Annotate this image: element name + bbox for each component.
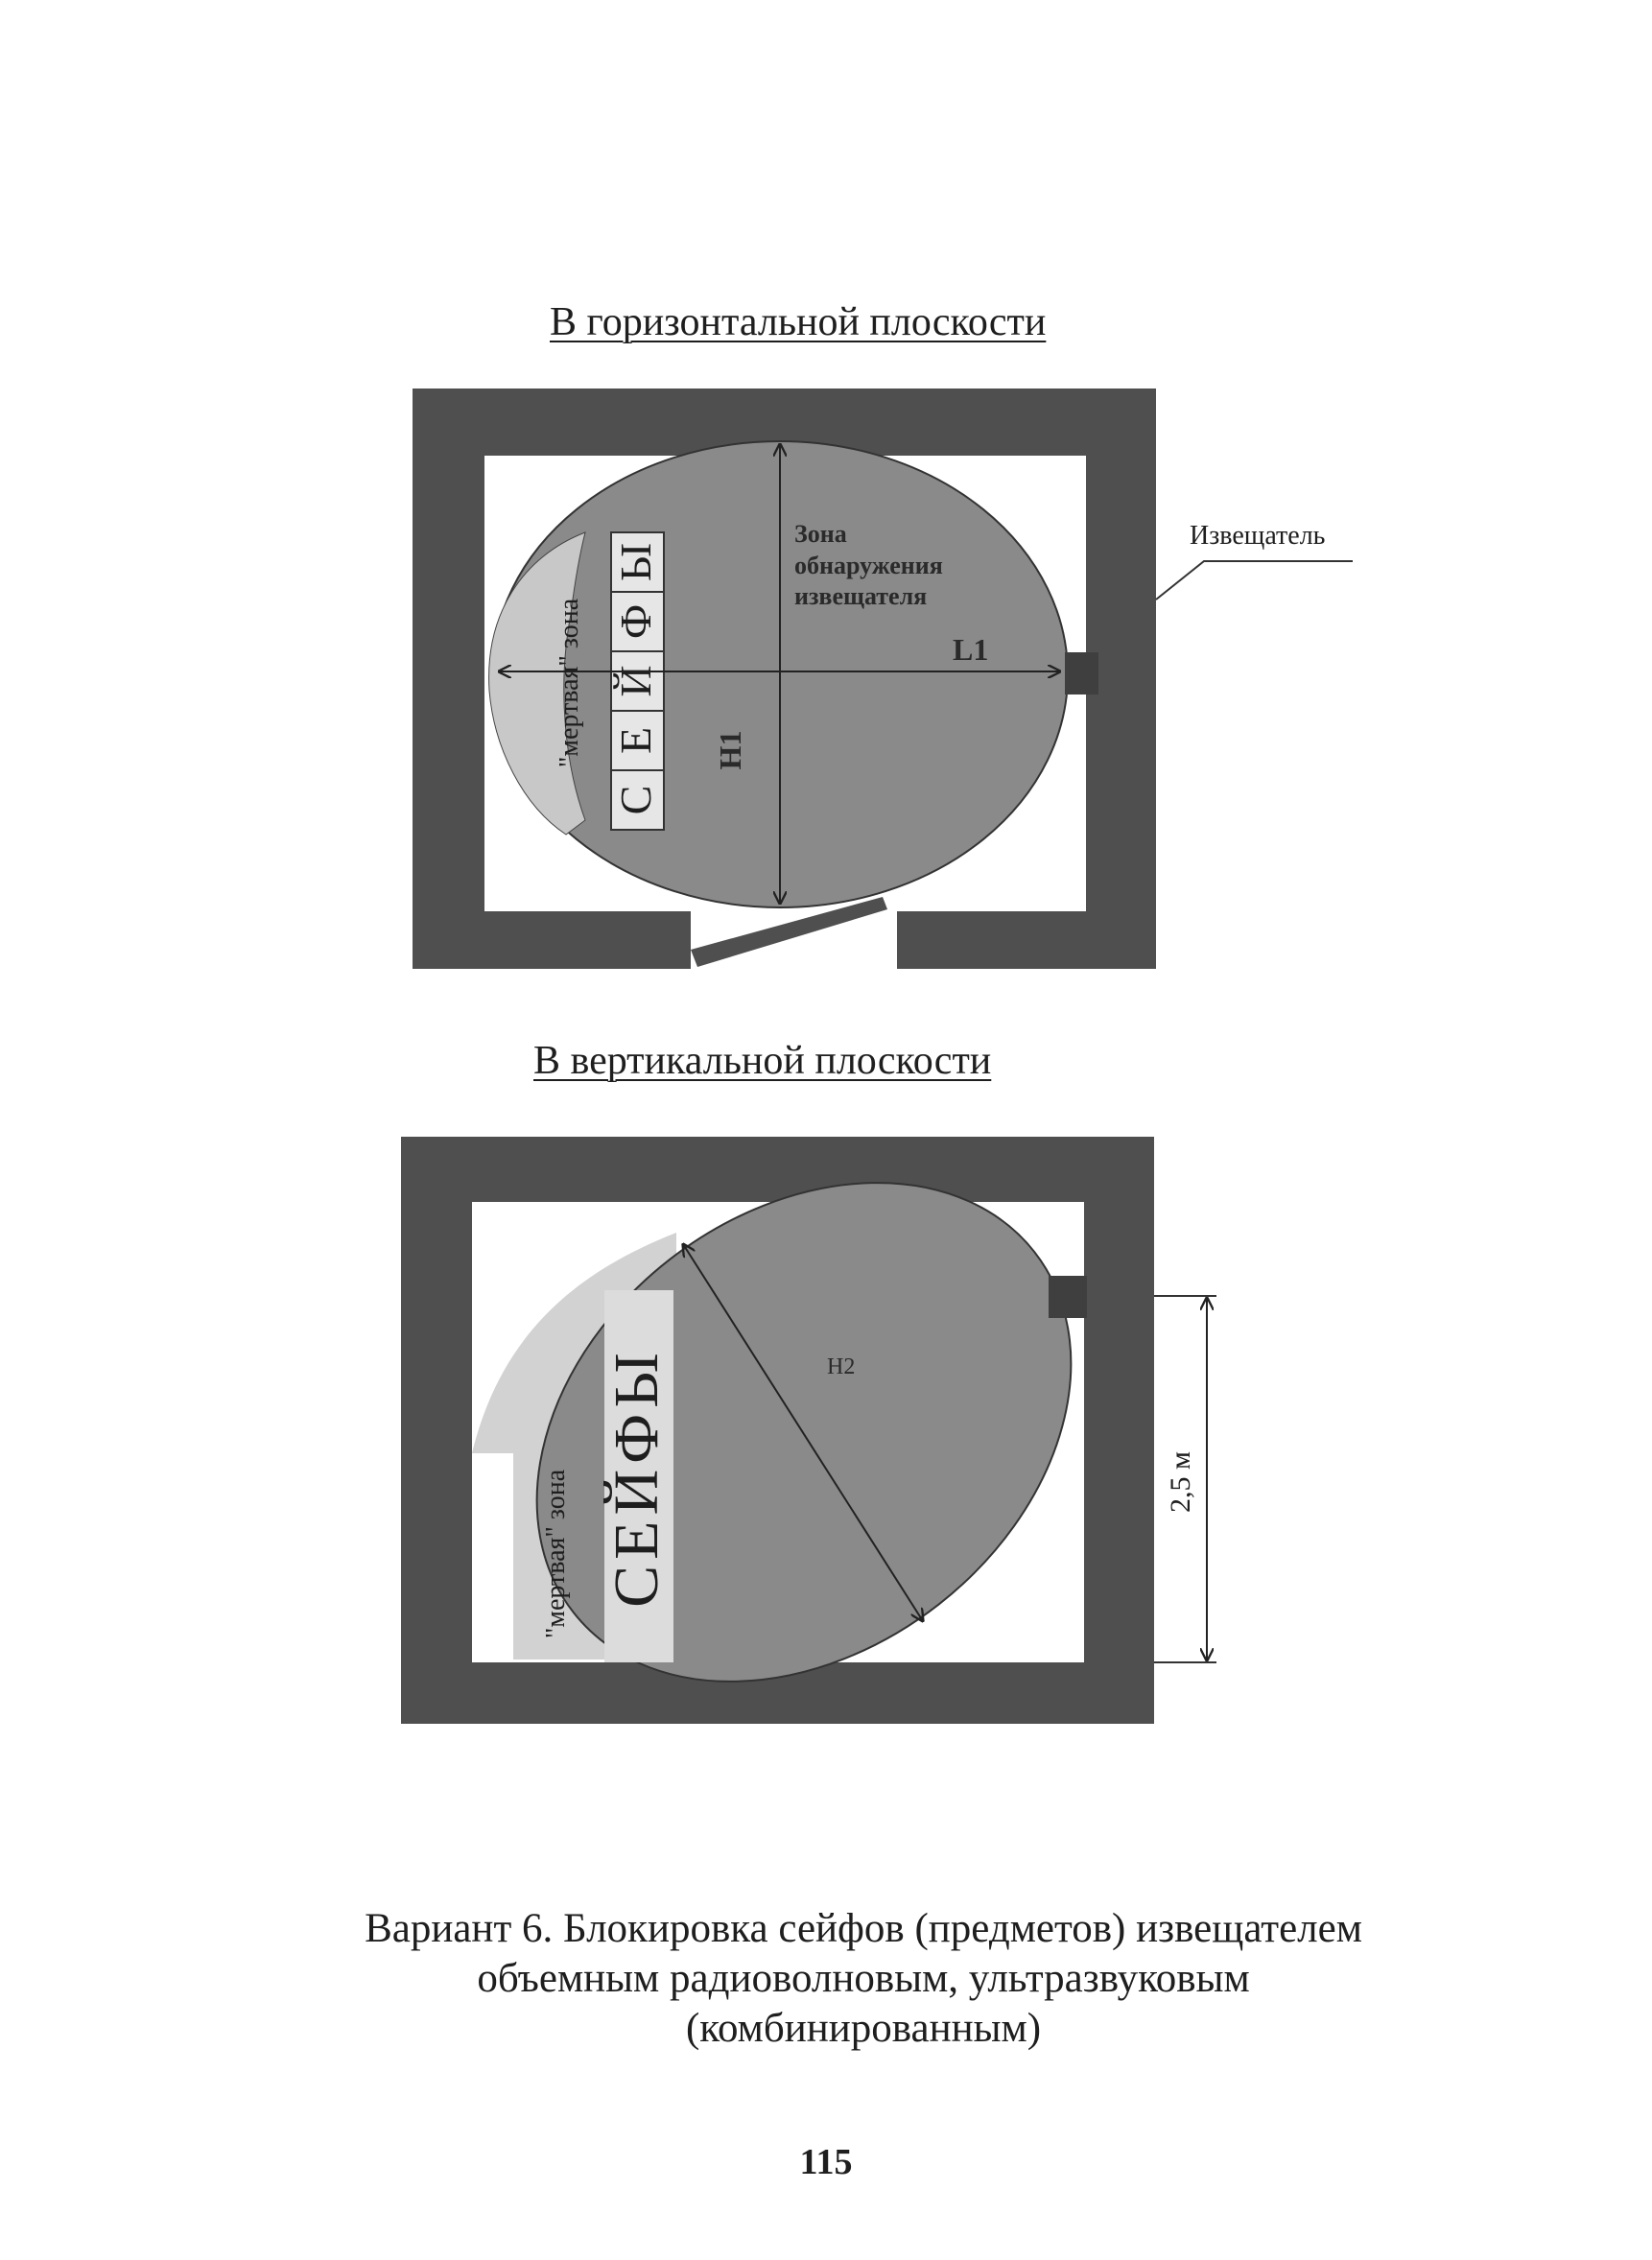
caption-line-1: Вариант 6. Блокировка сейфов (предметов) извещателем (365, 1906, 1362, 1951)
dead-zone-label-bottom: "мертвая" зона (541, 1469, 571, 1639)
figure-caption (326, 1904, 1401, 2054)
safe-letter-4: Ф (611, 603, 660, 640)
height-label: 2,5 м (1165, 1451, 1196, 1513)
caption-line-2: объемным радиоволновым, ультразвуковым (477, 1956, 1250, 2001)
vertical-plane-diagram (401, 1080, 1216, 1785)
page-number: 115 (799, 2142, 853, 2182)
zone-label-line1: Зона (794, 520, 847, 548)
safe-letter-5: Ы (611, 542, 660, 582)
zone-label-line2: обнаружения (794, 552, 943, 579)
safe-letter-3: Й (611, 665, 660, 697)
horizontal-plane-heading: В горизонтальной плоскости (550, 300, 1047, 344)
sensor-top (1065, 652, 1098, 694)
zone-label-line3: извещателя (794, 582, 928, 610)
h1-label: H1 (713, 730, 747, 770)
safes-text: СЕЙФЫ (602, 1347, 672, 1608)
sensor-bottom (1049, 1276, 1087, 1318)
h2-label: H2 (827, 1354, 856, 1379)
safe-letter-1: С (611, 785, 660, 815)
safes-block (611, 532, 664, 830)
dead-zone-label-top: "мертвая" зона (555, 598, 584, 768)
l1-label: L1 (953, 632, 989, 667)
caption-line-3: (комбинированным) (685, 2006, 1042, 2051)
vertical-plane-heading: В вертикальной плоскости (533, 1039, 992, 1083)
sensor-leader-line (1156, 561, 1353, 600)
sensor-label: Извещатель (1190, 521, 1326, 551)
safe-letter-2: Е (611, 726, 660, 755)
horizontal-plane-diagram (413, 388, 1353, 969)
